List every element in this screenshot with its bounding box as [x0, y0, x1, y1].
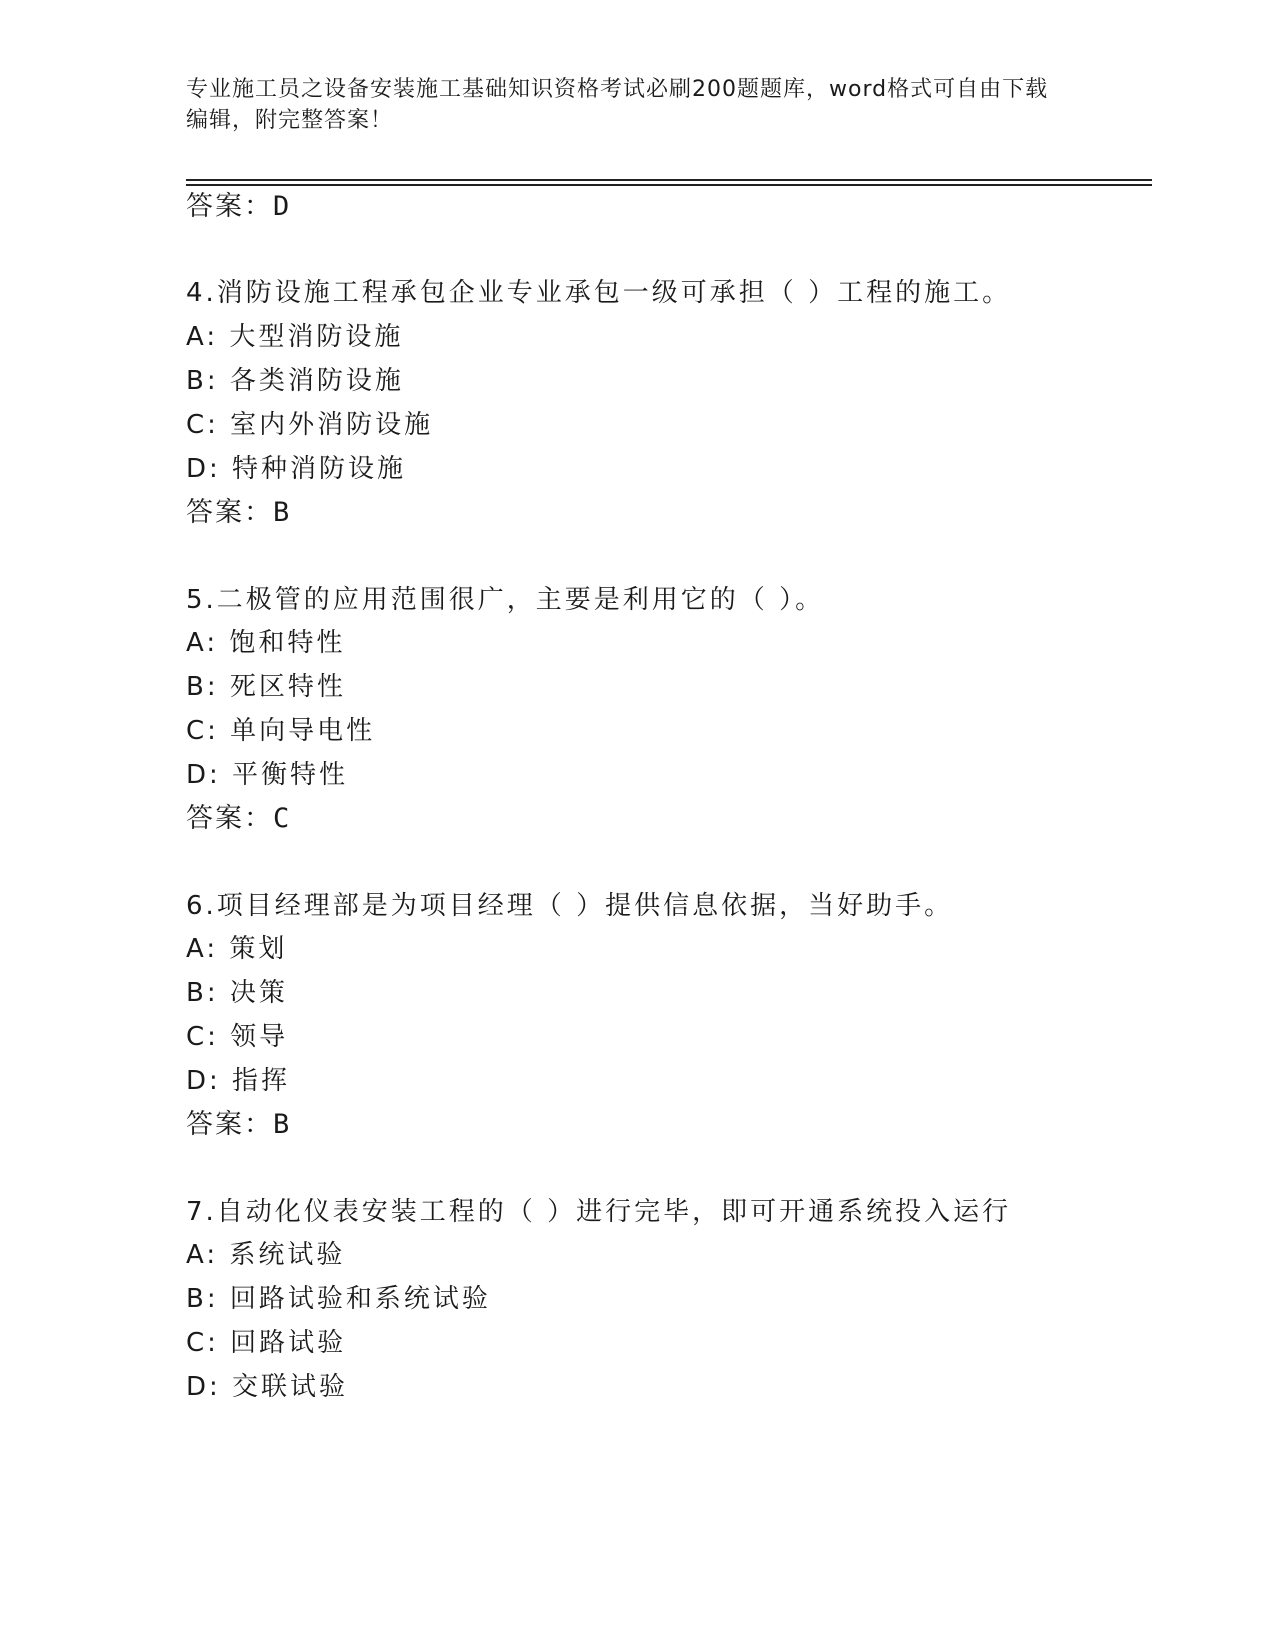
question-7-option-b: B: 回路试验和系统试验 — [186, 1284, 491, 1314]
question-6-text: 6.项目经理部是为项目经理（ ）提供信息依据，当好助手。 — [186, 891, 954, 921]
question-5-option-a: A: 饱和特性 — [186, 628, 346, 658]
question-4-text: 4.消防设施工程承包企业专业承包一级可承担（ ）工程的施工。 — [186, 278, 1012, 308]
question-4-option-c: C: 室内外消防设施 — [186, 410, 434, 440]
question-5-option-d: D: 平衡特性 — [186, 760, 349, 790]
question-6-answer: 答案：B — [186, 1109, 292, 1140]
question-4-option-a: A: 大型消防设施 — [186, 322, 404, 352]
answer-line-prev: 答案：D — [186, 191, 292, 222]
question-6-option-c: C: 领导 — [186, 1022, 289, 1052]
question-4-answer: 答案：B — [186, 497, 292, 528]
header-rule-bottom — [186, 184, 1152, 186]
question-4-option-d: D: 特种消防设施 — [186, 454, 407, 484]
question-5-option-c: C: 单向导电性 — [186, 716, 376, 746]
question-7-option-c: C: 回路试验 — [186, 1328, 347, 1358]
question-7-option-a: A: 系统试验 — [186, 1240, 346, 1270]
question-7-text: 7.自动化仪表安装工程的（ ）进行完毕，即可开通系统投入运行 — [186, 1197, 1012, 1227]
question-7-option-d: D: 交联试验 — [186, 1372, 349, 1402]
question-6-option-a: A: 策划 — [186, 934, 288, 964]
question-5-option-b: B: 死区特性 — [186, 672, 346, 702]
question-6-option-b: B: 决策 — [186, 978, 288, 1008]
header-rule-top — [186, 179, 1152, 181]
question-6-option-d: D: 指挥 — [186, 1066, 291, 1096]
question-4-option-b: B: 各类消防设施 — [186, 366, 404, 396]
document-header: 专业施工员之设备安装施工基础知识资格考试必刷200题题库，word格式可自由下载编辑，附完整答案！ — [186, 77, 1049, 133]
question-5-answer: 答案：C — [186, 803, 292, 834]
question-5-text: 5.二极管的应用范围很广，主要是利用它的（ ）。 — [186, 585, 825, 615]
